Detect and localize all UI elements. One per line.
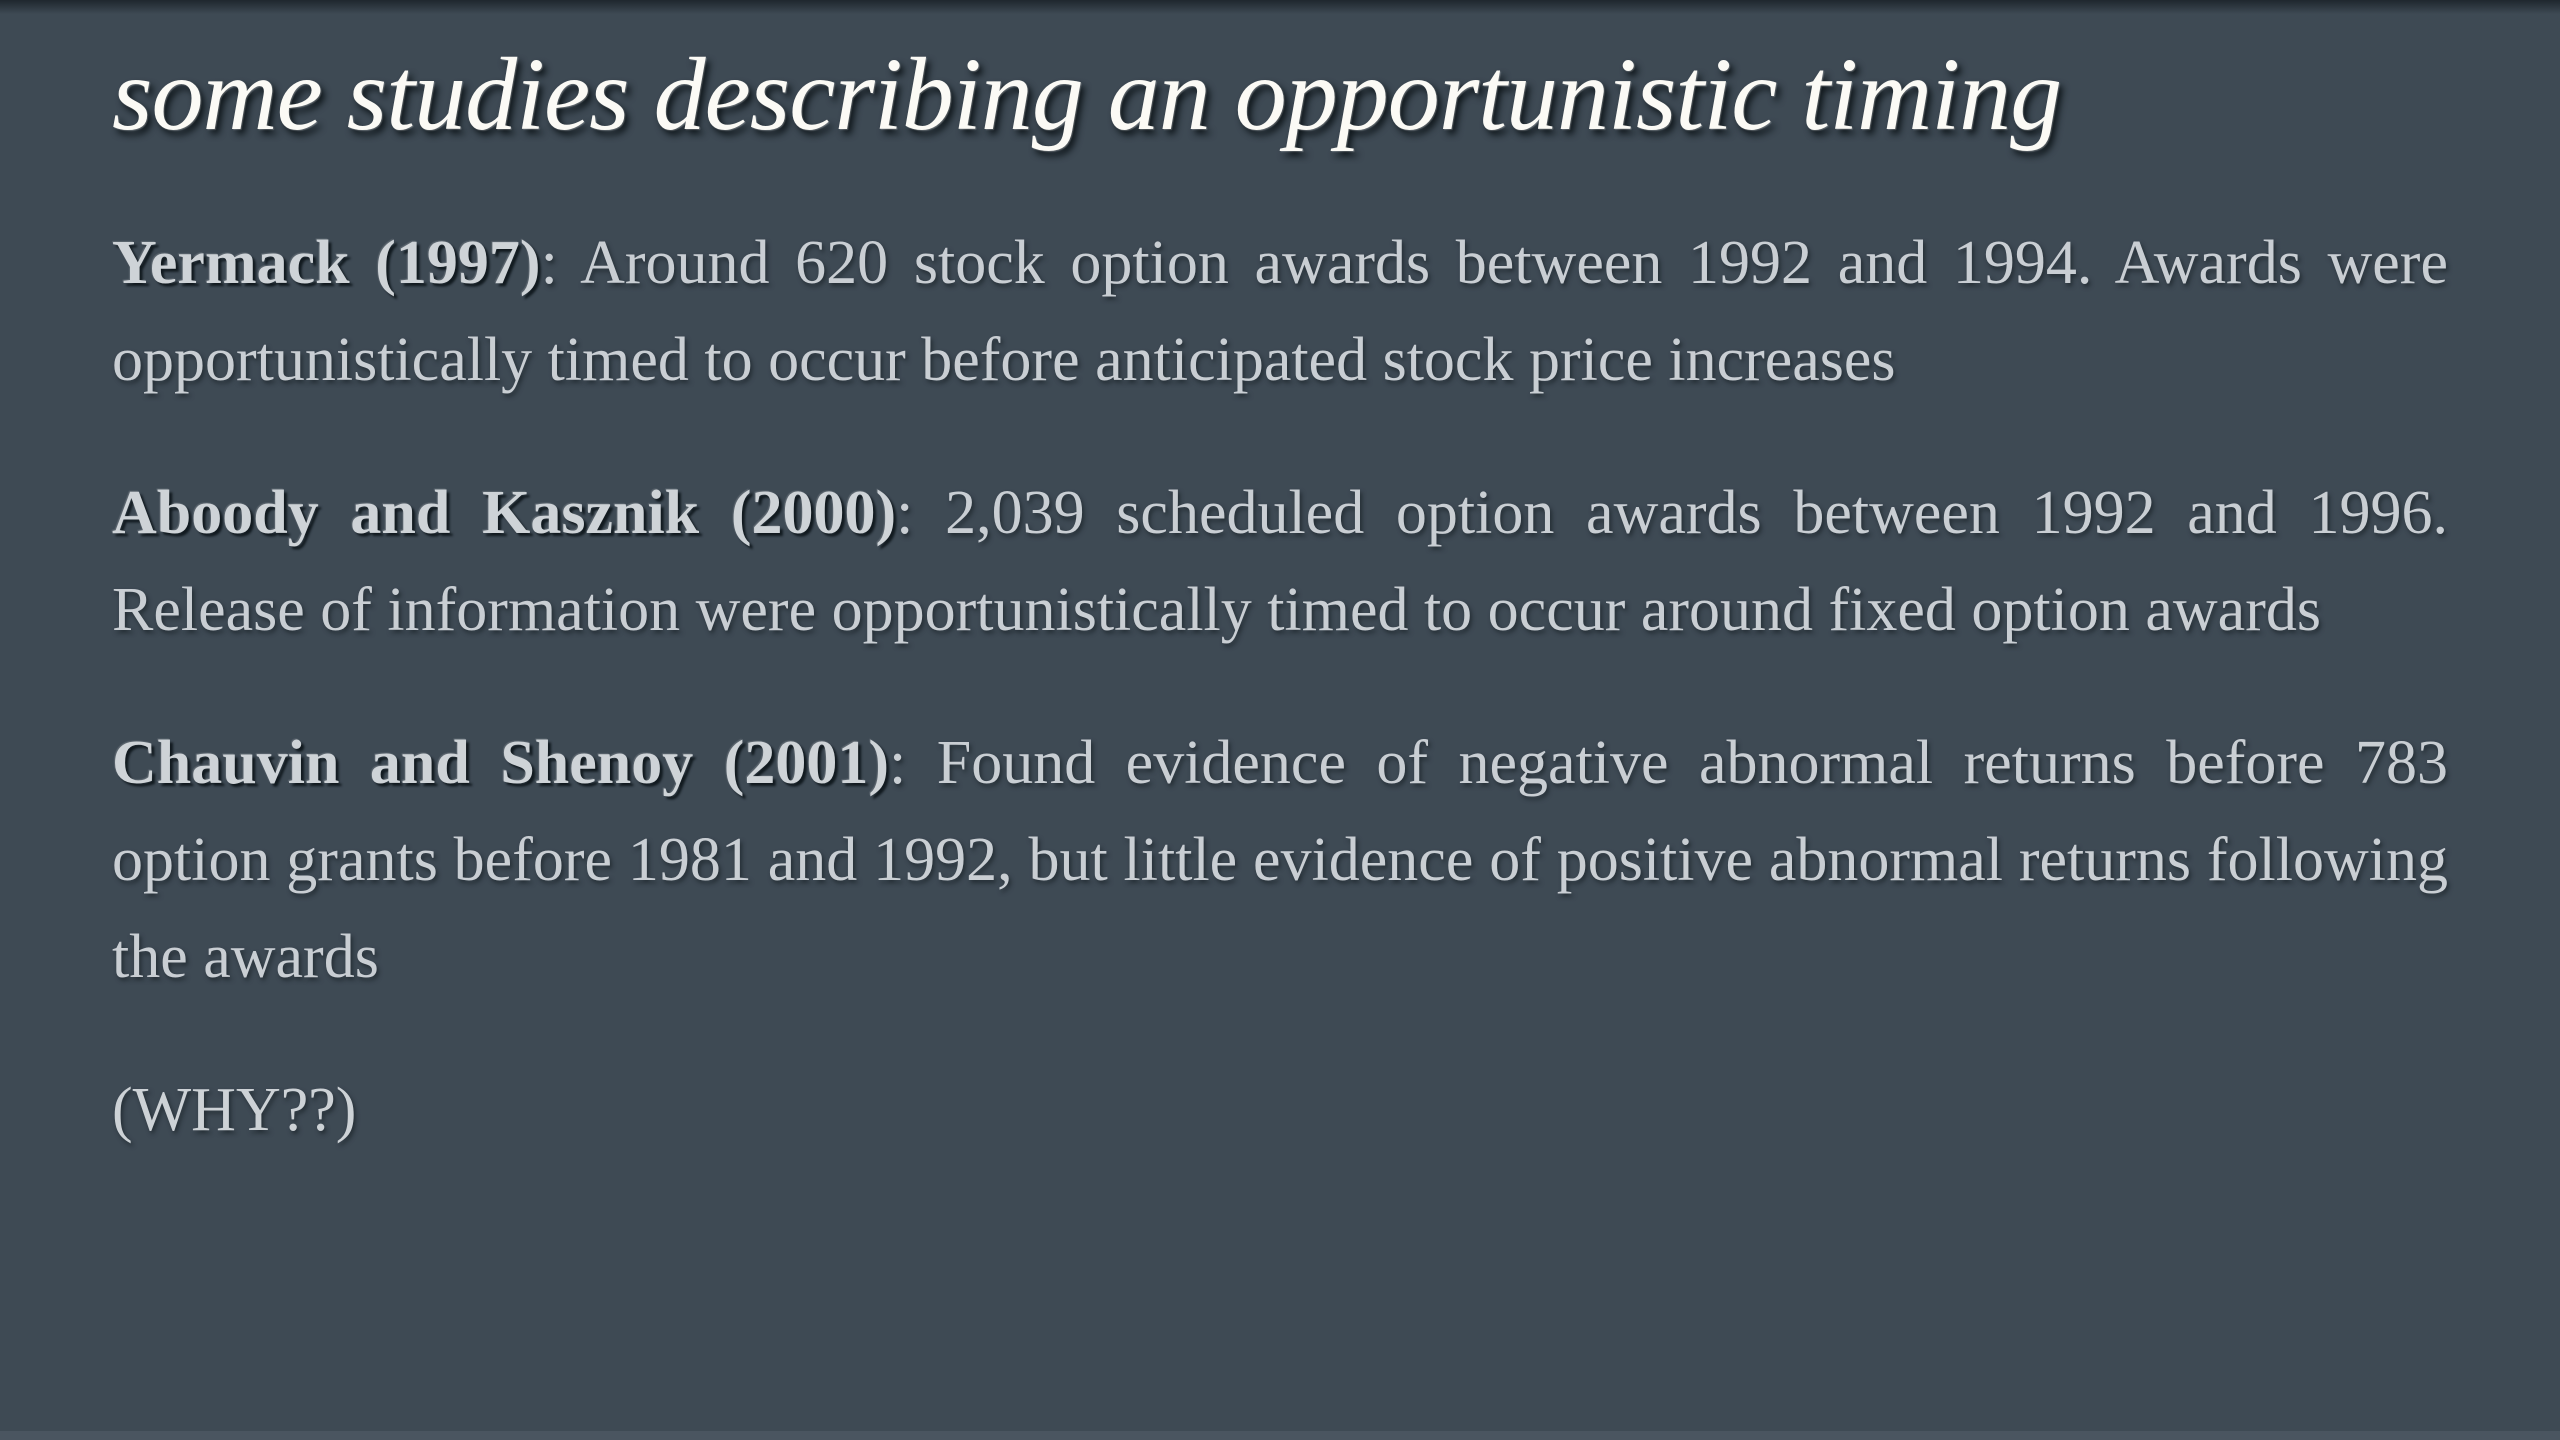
lead-colon: :	[896, 479, 914, 548]
lead-colon: :	[540, 229, 558, 298]
why-note: (WHY??)	[112, 1076, 357, 1145]
citation-lead-yermack: Yermack (1997)	[112, 229, 541, 298]
paragraph-yermack	[112, 215, 2448, 409]
lead-colon: :	[889, 729, 907, 798]
paragraph-body-yermack: Around 620 stock option awards between 1992 and 1994. Awards were opportunistically timed to occur before anticipated stock price increases	[112, 229, 2448, 395]
bottom-edge-strip	[0, 1431, 2560, 1440]
slide-title: some studies describing an opportunistic timing	[112, 37, 2062, 152]
paragraph-body-chauvin-shenoy: Found evidence of negative abnormal returns before 783 option grants before 1981 and 1992, but little evidence of positive abnormal returns following the awards	[112, 729, 2448, 992]
paragraph-chauvin-shenoy	[112, 715, 2448, 1006]
paragraph-aboody-kasznik	[112, 465, 2448, 659]
paragraph-body-aboody-kasznik: 2,039 scheduled option awards between 1992 and 1996. Release of information were opportunistically timed to occur around fixed option awards	[112, 479, 2448, 645]
citation-lead-aboody-kasznik: Aboody and Kasznik (2000)	[112, 479, 897, 548]
citation-lead-chauvin-shenoy: Chauvin and Shenoy (2001)	[112, 729, 890, 798]
